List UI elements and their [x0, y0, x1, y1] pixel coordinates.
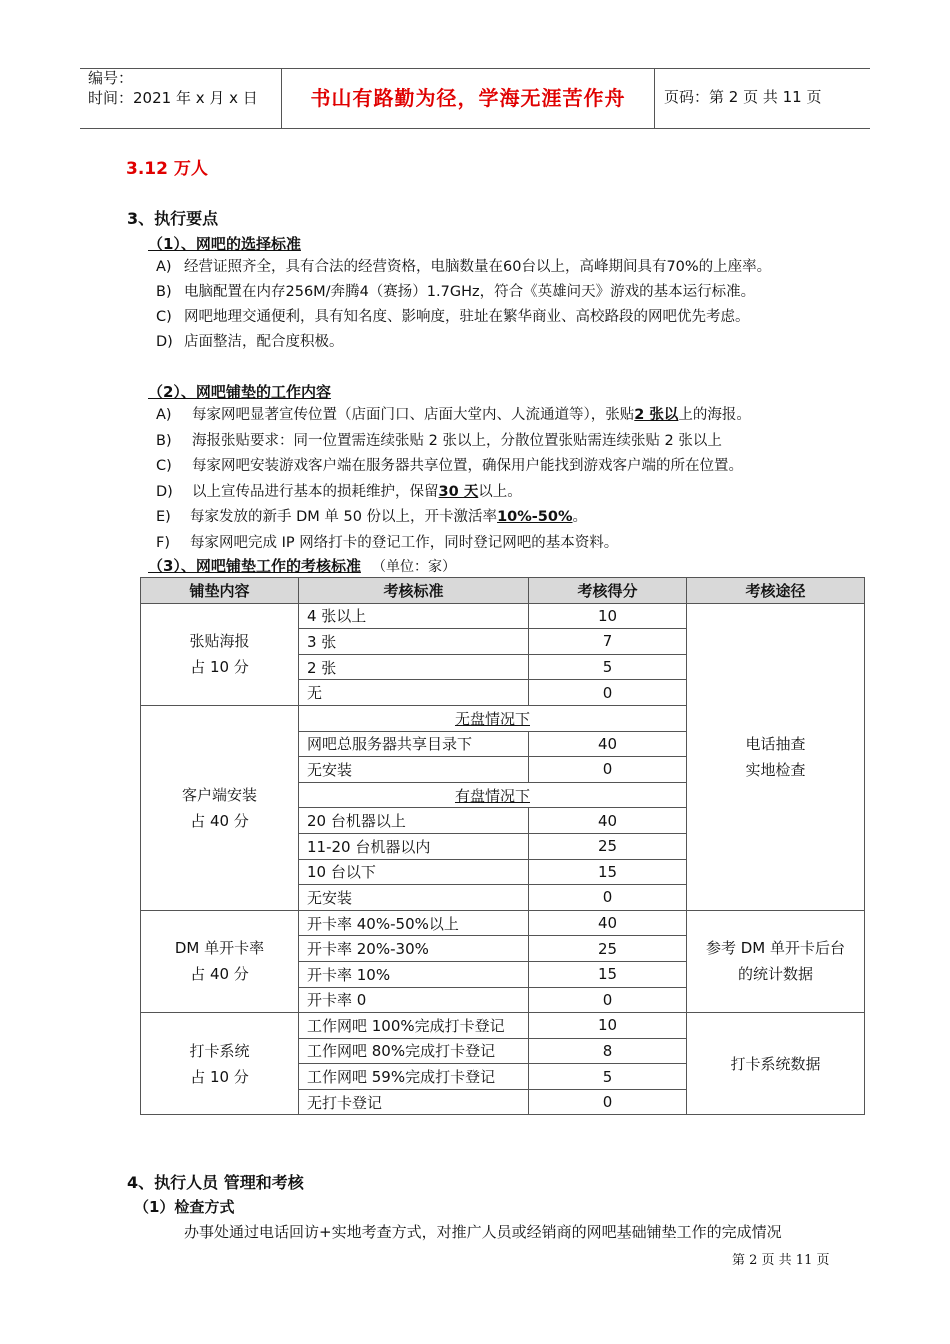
category-dm-card-rate: DM 单开卡率 占 40 分	[141, 910, 299, 1012]
score-cell: 0	[529, 680, 687, 706]
assessment-table	[140, 577, 865, 1115]
criterion-cell: 工作网吧 80%完成打卡登记	[299, 1038, 529, 1064]
score-cell: 5	[529, 654, 687, 680]
list-item: B) 海报张贴要求：同一位置需连续张贴 2 张以上，分散位置张贴需连续张贴 2 张以上	[156, 432, 722, 449]
score-cell: 7	[529, 629, 687, 655]
list-item: D) 店面整洁，配合度积极。	[156, 334, 344, 350]
section-4-1-title: （1）检查方式	[134, 1198, 235, 1216]
list-item: F) 每家网吧完成 IP 网络打卡的登记工作，同时登记网吧的基本资料。	[156, 534, 619, 551]
list-item: C) 每家网吧安装游戏客户端在服务器共享位置，确保用户能找到游戏客户端的所在位置。	[156, 458, 743, 474]
criterion-cell: 10 台以下	[299, 859, 529, 885]
score-cell: 40	[529, 731, 687, 757]
diskless-subheading: 无盘情况下	[299, 705, 687, 731]
criterion-cell: 无安装	[299, 757, 529, 783]
score-cell: 25	[529, 833, 687, 859]
work-content-list	[156, 405, 751, 558]
criterion-cell: 无安装	[299, 885, 529, 911]
section-3-2-title: （2）、网吧铺垫的工作内容	[148, 383, 331, 401]
criterion-cell: 3 张	[299, 629, 529, 655]
section-3-1-title: （1）、网吧的选择标准	[148, 235, 301, 253]
method-phone-onsite: 电话抽查 实地检查	[687, 603, 865, 910]
list-item: A) 经营证照齐全，具有合法的经营资格，电脑数量在60台以上，高峰期间具有70%的上座率。	[156, 259, 772, 275]
criterion-cell: 无打卡登记	[299, 1089, 529, 1115]
column-header: 铺垫内容	[141, 578, 299, 604]
criterion-cell: 工作网吧 59%完成打卡登记	[299, 1064, 529, 1090]
criterion-cell: 无	[299, 680, 529, 706]
doc-code-label: 编号：	[88, 69, 134, 87]
top-heading: 3.12 万人	[126, 159, 208, 179]
score-cell: 0	[529, 987, 687, 1013]
selection-criteria-list	[156, 257, 771, 357]
method-dm-backend: 参考 DM 单开卡后台 的统计数据	[687, 910, 865, 1012]
score-cell: 8	[529, 1038, 687, 1064]
section-4-paragraph: 办事处通过电话回访+实地考查方式，对推广人员或经销商的网吧基础铺垫工作的完成情况	[184, 1223, 782, 1241]
header-meta	[88, 68, 258, 108]
list-item: A) 每家网吧显著宣传位置（店面门口、店面大堂内、人流通道等），张贴2 张以上的海报。	[156, 407, 751, 423]
column-header: 考核标准	[299, 578, 529, 604]
criterion-cell: 20 台机器以上	[299, 808, 529, 834]
score-cell: 40	[529, 910, 687, 936]
criterion-cell: 开卡率 0	[299, 987, 529, 1013]
list-item: E) 每家发放的新手 DM 单 50 份以上，开卡激活率10%-50%。	[156, 509, 587, 525]
score-cell: 15	[529, 859, 687, 885]
score-cell: 5	[529, 1064, 687, 1090]
section-3-title: 3、执行要点	[127, 209, 219, 228]
list-item: D) 以上宣传品进行基本的损耗维护，保留30 天以上。	[156, 483, 522, 500]
list-item: C) 网吧地理交通便利，具有知名度、影响度，驻址在繁华商业、高校路段的网吧优先考虑。	[156, 309, 750, 325]
category-client-install: 客户端安装 占 40 分	[141, 705, 299, 910]
score-cell: 25	[529, 936, 687, 962]
criterion-cell: 4 张以上	[299, 603, 529, 629]
criterion-cell: 开卡率 20%-30%	[299, 936, 529, 962]
column-header: 考核得分	[529, 578, 687, 604]
score-cell: 15	[529, 961, 687, 987]
table-row	[141, 603, 865, 629]
criterion-cell: 11-20 台机器以内	[299, 833, 529, 859]
list-item: B) 电脑配置在内存256M/奔腾4（赛扬）1.7GHz，符合《英雄问天》游戏的基本运行标准。	[156, 284, 756, 300]
section-3-3-title: （3）、网吧铺垫工作的考核标准	[148, 557, 361, 575]
footer-page-number: 第 2 页 共 11 页	[732, 1253, 830, 1268]
method-punch-data: 打卡系统数据	[687, 1013, 865, 1115]
header-motto: 书山有路勤为径，学海无涯苦作舟	[310, 86, 626, 110]
criterion-cell: 网吧总服务器共享目录下	[299, 731, 529, 757]
unit-note: （单位：家）	[372, 559, 457, 575]
criterion-cell: 工作网吧 100%完成打卡登记	[299, 1013, 529, 1039]
score-cell: 10	[529, 1013, 687, 1039]
category-poster: 张贴海报 占 10 分	[141, 603, 299, 705]
column-header: 考核途径	[687, 578, 865, 604]
table-row	[141, 910, 865, 936]
disk-subheading: 有盘情况下	[299, 782, 687, 808]
category-punch-system: 打卡系统 占 10 分	[141, 1013, 299, 1115]
section-3-3-heading	[148, 555, 456, 576]
criterion-cell: 开卡率 10%	[299, 961, 529, 987]
score-cell: 0	[529, 885, 687, 911]
score-cell: 0	[529, 1089, 687, 1115]
doc-date-label: 时间：2021 年 x 月 x 日	[88, 89, 258, 107]
score-cell: 40	[529, 808, 687, 834]
score-cell: 0	[529, 757, 687, 783]
table-row	[141, 1013, 865, 1039]
table-header-row	[141, 578, 865, 604]
criterion-cell: 2 张	[299, 654, 529, 680]
score-cell: 10	[529, 603, 687, 629]
header-page-number: 页码：第 2 页 共 11 页	[664, 88, 822, 106]
section-4-title: 4、执行人员 管理和考核	[127, 1173, 304, 1192]
criterion-cell: 开卡率 40%-50%以上	[299, 910, 529, 936]
